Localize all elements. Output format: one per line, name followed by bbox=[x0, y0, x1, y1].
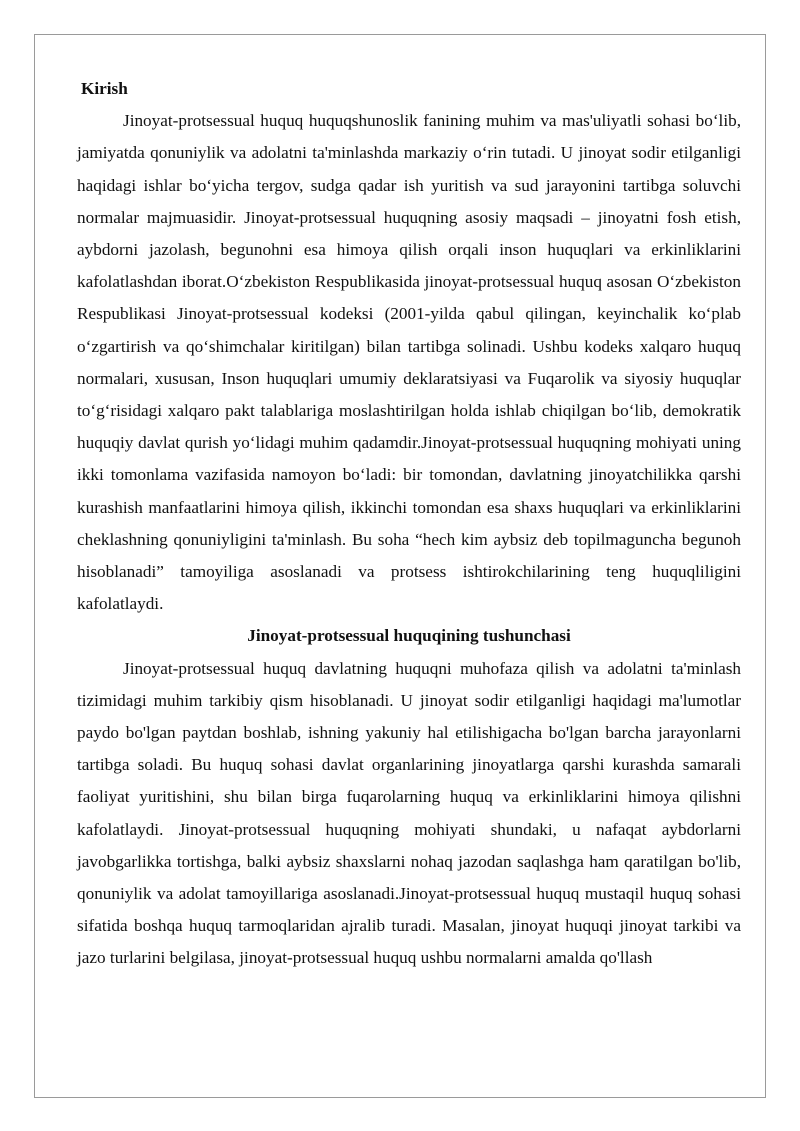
intro-heading: Kirish bbox=[81, 79, 128, 98]
document-body bbox=[77, 73, 741, 975]
intro-paragraph: Jinoyat-protsessual huquq huquqshunoslik fanining muhim va mas'uliyatli sohasi bo‘lib, jamiyatda qonuniylik va adolatni ta'minlashda markaziy o‘rin tutadi. U jinoyat sodir etilganligi haqidagi ishlar bo‘yicha tergov, sudga qadar ish yuritish va sud jarayonini tartibga soluvchi normalar majmuasidir. Jinoyat-protsessual huquqning asosiy maqsadi – jinoyatni fosh etish, aybdorni jazolash, begunohni esa himoya qilish orqali inson huquqlari va erkinliklarini kafolatlashdan iborat.O‘zbekiston Respublikasida jinoyat-protsessual huquq asosan O‘zbekiston Respublikasi Jinoyat-protsessual kodeksi (2001-yilda qabul qilingan, keyinchalik ko‘plab o‘zgartirish va qo‘shimchalar kiritilgan) bilan tartibga solinadi. Ushbu kodeks xalqaro huquq normalari, xususan, Inson huquqlari umumiy deklaratsiyasi va Fuqarolik va siyosiy huquqlar to‘g‘risidagi xalqaro pakt talablariga moslashtirilgan holda ishlab chiqilgan bo‘lib, demokratik huquqiy davlat qurish yo‘lidagi muhim qadamdir.Jinoyat-protsessual huquqning mohiyati uning ikki tomonlama vazifasida namoyon bo‘ladi: bir tomondan, davlatning jinoyatchilikka qarshi kurashish manfaatlarini himoya qilish, ikkinchi tomondan esa shaxs huquqlari va erkinliklarini cheklashning qonuniyligini ta'minlash. Bu soha “hech kim aybsiz deb topilmaguncha begunoh hisoblanadi” tamoyiliga asoslanadi va protsess ishtirokchilarining teng huquqliligini kafolatlaydi. bbox=[77, 111, 741, 614]
section-paragraph: Jinoyat-protsessual huquq davlatning huquqni muhofaza qilish va adolatni ta'minlash tizimidagi muhim tarkibiy qism hisoblanadi. U jinoyat sodir etilganligi haqidagi ma'lumotlar paydo bo'lgan paytdan boshlab, ishning yakuniy hal etilishigacha bo'lgan barcha jarayonlarni tartibga soladi. Bu huquq sohasi davlat organlarining jinoyatlarga qarshi kurashda samarali faoliyat yuritishini, shu bilan birga fuqarolarning huquq va erkinliklarini himoya qilishni kafolatlaydi. Jinoyat-protsessual huquqning mohiyati shundaki, u nafaqat aybdorlarni javobgarlikka tortishga, balki aybsiz shaxslarni nohaq jazodan saqlashga ham qaratilgan bo'lib, qonuniylik va adolat tamoyillariga asoslanadi.Jinoyat-protsessual huquq mustaqil huquq sohasi sifatida boshqa huquq tarmoqlaridan ajralib turadi. Masalan, jinoyat huquqi jinoyat tarkibi va jazo turlarini belgilasa, jinoyat-protsessual huquq ushbu normalarni amalda qo'llash bbox=[77, 658, 741, 968]
section-heading: Jinoyat-protsessual huquqining tushunchasi bbox=[247, 626, 571, 646]
